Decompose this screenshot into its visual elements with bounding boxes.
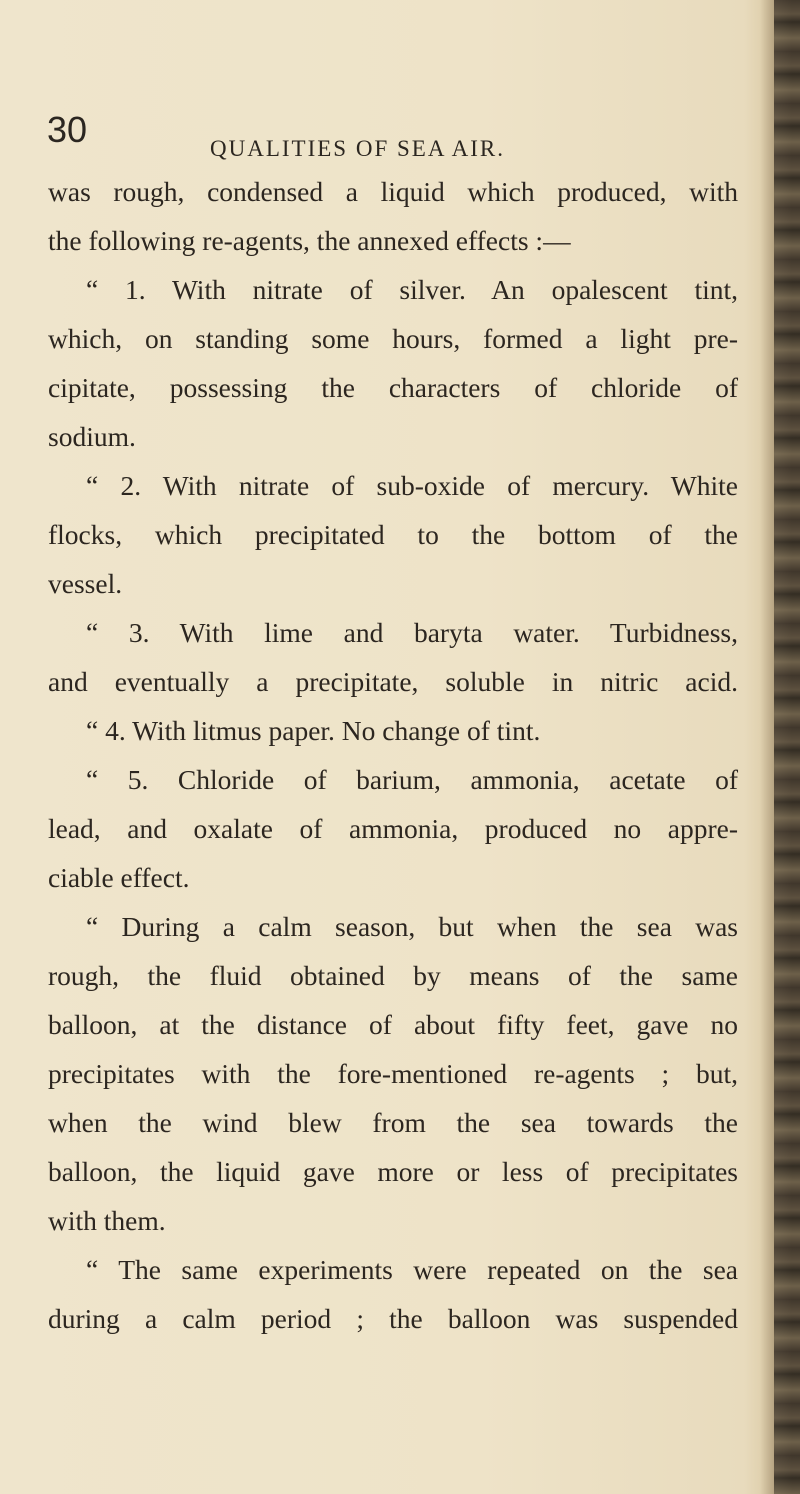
text-line: cipitate, possessing the characters of chloride of (48, 372, 738, 403)
text-line: “ During a calm season, but when the sea was (86, 911, 738, 942)
text-line: during a calm period ; the balloon was suspended (48, 1303, 738, 1334)
text-line: “ 1. With nitrate of silver. An opalescent tint, (86, 274, 738, 305)
text-line: balloon, at the distance of about fifty feet, gave no (48, 1009, 738, 1040)
text-line: and eventually a precipitate, soluble in nitric acid. (48, 666, 738, 697)
text-line: which, on standing some hours, formed a light pre- (48, 323, 738, 354)
text-line: lead, and oxalate of ammonia, produced no appre- (48, 813, 738, 844)
text-line: ciable effect. (48, 862, 190, 893)
text-line: “ 5. Chloride of barium, ammonia, acetate of (86, 764, 738, 795)
text-line: flocks, which precipitated to the bottom of the (48, 519, 738, 550)
text-line: balloon, the liquid gave more or less of precipitates (48, 1156, 738, 1187)
text-line: sodium. (48, 421, 136, 452)
page-number: 30 (47, 109, 88, 150)
text-line: was rough, condensed a liquid which produced, with (48, 176, 738, 207)
text-line: precipitates with the fore-mentioned re-agents ; but, (48, 1058, 738, 1089)
running-head: QUALITIES OF SEA AIR. (210, 136, 506, 161)
text-line: when the wind blew from the sea towards the (48, 1107, 738, 1138)
book-spine-edge (774, 0, 800, 1494)
page-edge-shadow (760, 0, 774, 1494)
text-line: with them. (48, 1205, 166, 1236)
text-line: “ 3. With lime and baryta water. Turbidness, (86, 617, 738, 648)
text-line: “ The same experiments were repeated on the sea (86, 1254, 738, 1285)
text-line: “ 4. With litmus paper. No change of tint. (86, 715, 541, 746)
text-line: vessel. (48, 568, 123, 599)
text-line: “ 2. With nitrate of sub-oxide of mercury. White (86, 470, 738, 501)
text-line: the following re-agents, the annexed effects :— (48, 225, 571, 256)
text-line: rough, the fluid obtained by means of the same (48, 960, 738, 991)
